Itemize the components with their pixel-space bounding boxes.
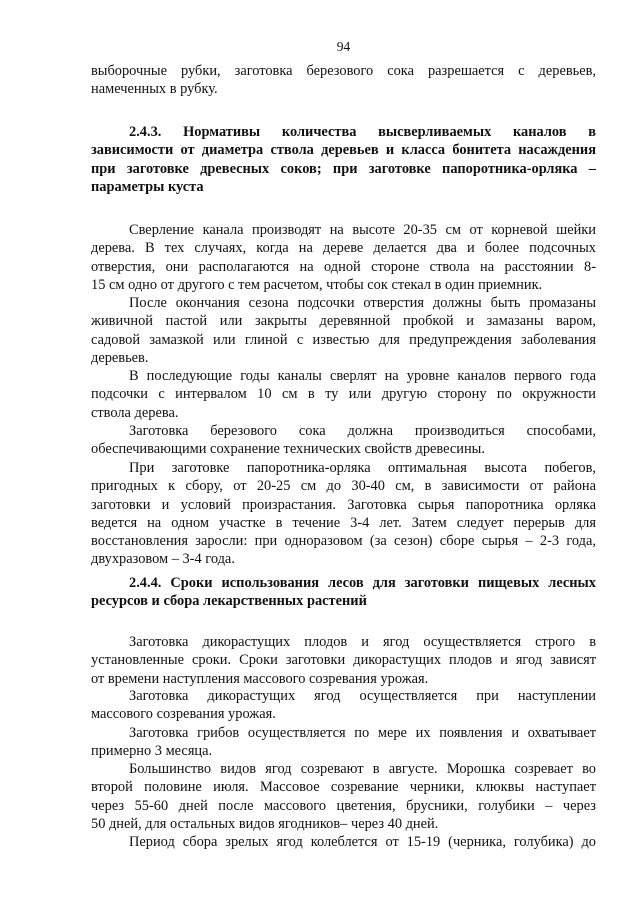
text-line: массового созревания урожая. (91, 706, 276, 723)
text-line: ведется на одном участке в течение 3-4 лет. Затем следует перерыв для (91, 514, 596, 531)
text-line: После окончания сезона подсочки отверстия должны быть промазаны (129, 295, 596, 311)
text-line: заготовки и условий произрастания. Заготовка сырья папоротника орляка (91, 496, 596, 513)
paragraph (91, 633, 596, 688)
heading-line: при заготовке древесных соков; при заготовке папоротника-орляка – (91, 160, 596, 177)
text-line: 50 дней, для остальных видов ягодников– через 40 дней. (91, 815, 439, 832)
page-number: 94 (336, 39, 351, 54)
text-line: примерно 3 месяца. (91, 743, 213, 760)
text-line: от времени наступления массового созревания урожая. (91, 670, 429, 687)
text-line: Заготовка грибов осуществляется по мере их появления и охватывает (129, 725, 596, 741)
text-line: через 55-60 дней после массового цветения, брусники, голубики – через (91, 797, 596, 814)
section-heading-2-4-4 (91, 574, 596, 611)
heading-line: 2.4.4. Сроки использования лесов для заготовки пищевых лесных (129, 575, 596, 591)
heading-line: 2.4.3. Нормативы количества высверливаемых каналов в (129, 124, 596, 140)
paragraph-continuation (91, 62, 596, 99)
paragraph (91, 760, 596, 833)
heading-line: ресурсов и сбора лекарственных растений (91, 593, 367, 610)
paragraph (91, 459, 596, 569)
text-line: Большинство видов ягод созревают в августе. Морошка созревает во (129, 761, 596, 777)
text-line: Заготовка березового сока должна производиться способами, (129, 423, 596, 439)
paragraph (91, 833, 596, 851)
text-line: Период сбора зрелых ягод колеблется от 15-19 (черника, голубика) до (129, 834, 596, 850)
paragraph (91, 221, 596, 294)
paragraph (91, 687, 596, 724)
text-line: 15 см одно от другого с тем расчетом, чтобы сок стекал в один приемник. (91, 276, 543, 293)
text-line: ствола дерева. (91, 404, 179, 421)
text-line: живичной пастой или закрыты деревянной пробкой и замазаны варом, (91, 313, 596, 330)
section-heading-2-4-3 (91, 123, 596, 196)
text-line: Заготовка дикорастущих ягод осуществляется при наступлении (129, 688, 596, 704)
text-line: дерева. В тех случаях, когда на дереве делается два и более подсочных (91, 240, 596, 257)
text-line: восстановления заросли: при одноразовом (за сезон) сборе сырья – 2-3 года, (91, 533, 596, 550)
text-line: отверстия, они располагаются на одной стороне ствола на расстоянии 8- (91, 258, 596, 275)
paragraph (91, 294, 596, 367)
text-line: При заготовке папоротника-орляка оптимальная высота побегов, (129, 460, 596, 476)
text-line: намеченных в рубку. (91, 81, 218, 98)
heading-line: параметры куста (91, 178, 204, 195)
text-line: обеспечивающими сохранение технических свойств древесины. (91, 441, 485, 458)
text-line: второй половине июля. Массовое созревание черники, клюквы наступает (91, 779, 596, 796)
paragraph (91, 367, 596, 422)
text-line: деревьев. (91, 349, 149, 366)
text-line: подсочки с интервалом 10 см в ту или другую сторону по окружности (91, 386, 596, 403)
text-line: Заготовка дикорастущих плодов и ягод осуществляется строго в (129, 634, 596, 650)
text-line: двухразовом – 3-4 года. (91, 551, 235, 568)
paragraph (91, 422, 596, 459)
text-line: Сверление канала производят на высоте 20-35 см от корневой шейки (129, 222, 596, 238)
text-line: садовой замазкой или глиной с известью для предупреждения заболевания (91, 331, 596, 348)
heading-line: зависимости от диаметра ствола деревьев и класса бонитета насаждения (91, 142, 596, 159)
text-line: В последующие годы каналы сверлят на уровне каналов первого года (129, 368, 596, 384)
text-line: пригодных к сбору, от 20-25 см до 30-40 см, в зависимости от района (91, 478, 596, 495)
paragraph (91, 724, 596, 761)
text-line: установленные сроки. Сроки заготовки дикорастущих плодов и ягод зависят (91, 652, 596, 669)
text-line: выборочные рубки, заготовка березового сока разрешается с деревьев, (91, 63, 596, 79)
